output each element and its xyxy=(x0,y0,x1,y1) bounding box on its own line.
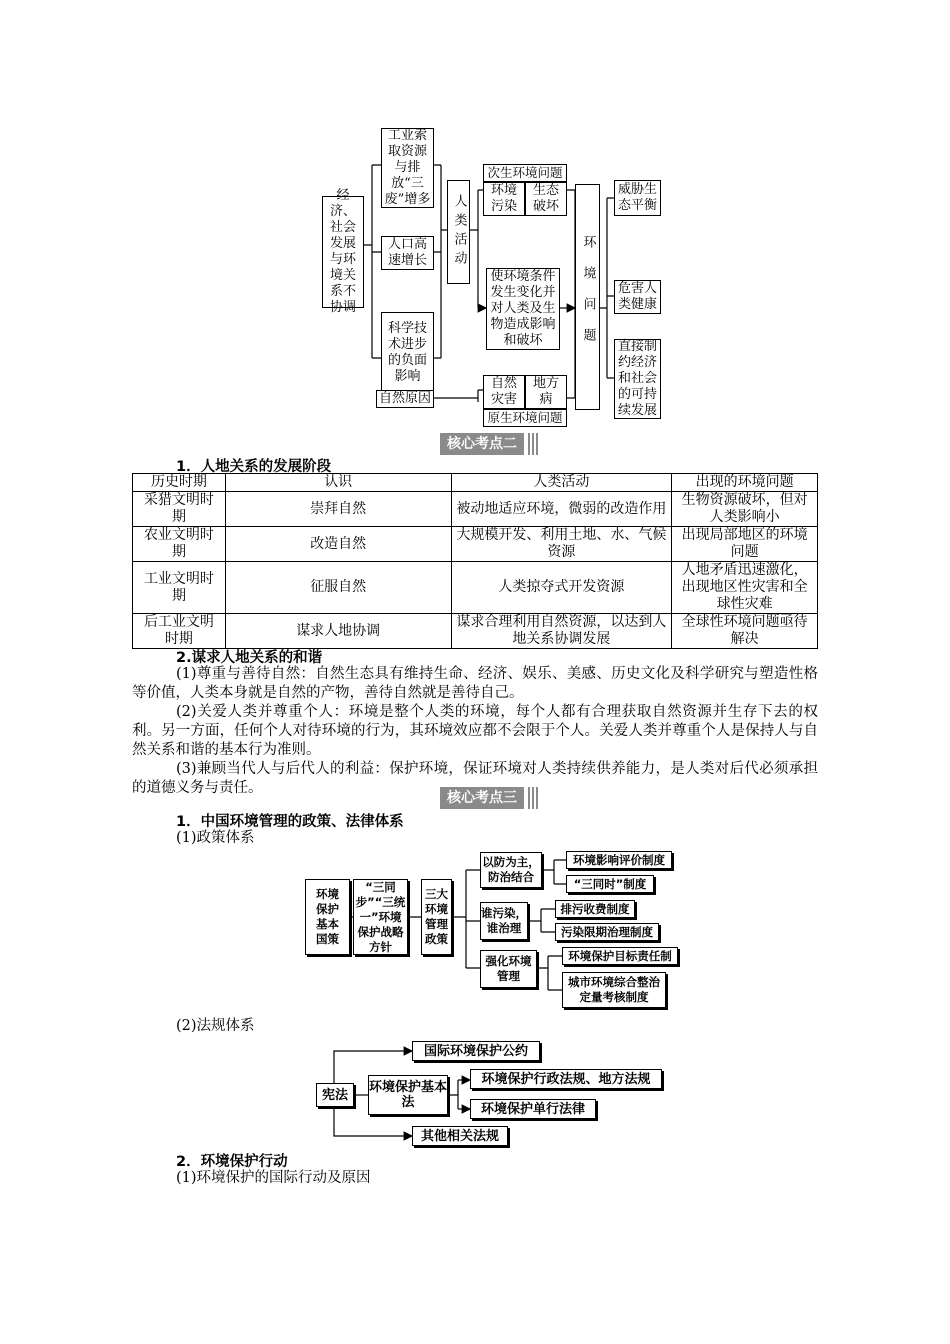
core-point-three-banner: 核心考点三 xyxy=(440,787,524,809)
administrative-regulation-box: 环境保护行政法规、地方法规 xyxy=(470,1069,662,1089)
table-cell: 谋求人地协调 xyxy=(225,614,451,649)
table-header: 出现的环境问题 xyxy=(672,474,818,492)
table-cell: 征服自然 xyxy=(225,562,451,614)
table-row xyxy=(133,614,818,649)
paragraph-care-humanity: (2)关爱人类并尊重个人：环境是整个人类的环境，每个人都有合理获取自然资源并生存下去的权利。另一方面，任何个人对待环境的行为，其环境效应都不会限于个人。关爱人类并尊重个人是保持人与自然关系和谐的基本行为准则。 xyxy=(132,704,818,758)
cause-industry-box: 工业索取资源与排放“三废”增多 xyxy=(381,128,434,208)
urban-assessment-box: 城市环境综合整治定量考核制度 xyxy=(562,972,666,1008)
core-point-two-banner: 核心考点二 xyxy=(440,433,524,455)
three-policies-box: 三大环境管理政策 xyxy=(421,879,452,955)
cause-root-box: 经济、社会发展与环境关系不协调 xyxy=(322,196,364,308)
international-convention-box: 国际环境保护公约 xyxy=(412,1041,540,1061)
table-cell: 崇拜自然 xyxy=(225,492,451,527)
table-cell: 谋求合理利用自然资源，以达到人地关系协调发展 xyxy=(451,614,672,649)
three-simultaneous-box: “三同时”制度 xyxy=(566,875,654,893)
effect-ecology-box: 威胁生态平衡 xyxy=(614,180,661,216)
secondary-title-box: 次生环境问题 xyxy=(483,164,567,182)
secondary-pollution-box: 环境污染 xyxy=(483,182,525,216)
table-cell: 后工业文明时期 xyxy=(133,614,226,649)
table-cell: 人类掠夺式开发资源 xyxy=(451,562,672,614)
paragraph-respect-nature: (1)尊重与善待自然：自然生态具有维持生命、经济、娱乐、美感、历史文化及科学研究与塑造性格等价值，人类本身就是自然的产物，善待自然就是善待自己。 xyxy=(132,666,818,701)
effect-economy-box: 直接制约经济和社会的可持续发展 xyxy=(614,339,661,419)
section1-title: 1．人地关系的发展阶段 xyxy=(176,459,332,475)
table-cell: 被动地适应环境，微弱的改造作用 xyxy=(451,492,672,527)
table-header: 历史时期 xyxy=(133,474,226,492)
cause-population-box: 人口高速增长 xyxy=(381,236,434,270)
strategy-box: “三同步”“三统一”环境保护战略方针 xyxy=(353,879,408,955)
section2-title: 2.谋求人地关系的和谐 xyxy=(176,650,323,666)
table-cell: 采猎文明时期 xyxy=(133,492,226,527)
constitution-box: 宪法 xyxy=(316,1083,354,1107)
primary-title-box: 原生环境问题 xyxy=(483,409,567,427)
table-row xyxy=(133,527,818,562)
basic-policy-box: 环境保护基本国策 xyxy=(305,879,350,955)
strengthen-management-box: 强化环境管理 xyxy=(480,950,537,988)
table-cell: 农业文明时期 xyxy=(133,527,226,562)
paragraph-future-generations: (3)兼顾当代人与后代人的利益：保护环境，保证环境对人类持续供养能力，是人类对后代必须承担的道德义务与责任。 xyxy=(132,761,818,796)
table-header: 认识 xyxy=(225,474,451,492)
table-cell: 大规模开发、利用土地、水、气候资源 xyxy=(451,527,672,562)
policy-system-label: (1)政策体系 xyxy=(176,830,255,846)
table-cell: 生物资源破坏，但对人类影响小 xyxy=(672,492,818,527)
law-system-label: (2)法规体系 xyxy=(176,1018,255,1034)
environment-change-box: 使环境条件发生变化并对人类及生物造成影响和破坏 xyxy=(486,268,560,350)
human-land-table xyxy=(132,473,818,649)
table-header: 人类活动 xyxy=(451,474,672,492)
international-action-label: (1)环境保护的国际行动及原因 xyxy=(176,1170,371,1186)
table-row xyxy=(133,492,818,527)
table-row xyxy=(133,562,818,614)
primary-disaster-box: 自然灾害 xyxy=(483,375,525,409)
polluter-pays-box: 谁污染，谁治理 xyxy=(480,902,528,940)
deadline-treatment-box: 污染限期治理制度 xyxy=(555,923,659,941)
table-cell: 出现局部地区的环境问题 xyxy=(672,527,818,562)
table-header-row xyxy=(133,474,818,492)
section3-title: 1．中国环境管理的政策、法律体系 xyxy=(176,814,404,830)
other-regulation-box: 其他相关法规 xyxy=(412,1126,508,1146)
environment-problem-box: 环境问题 xyxy=(575,184,600,410)
human-activity-box: 人类活动 xyxy=(447,180,470,284)
secondary-damage-box: 生态破坏 xyxy=(525,182,567,216)
prevention-box: 以防为主，防治结合 xyxy=(480,852,542,888)
single-law-box: 环境保护单行法律 xyxy=(470,1099,596,1119)
table-cell: 工业文明时期 xyxy=(133,562,226,614)
effect-health-box: 危害人类健康 xyxy=(614,280,661,314)
target-responsibility-box: 环境保护目标责任制 xyxy=(562,947,678,965)
table-cell: 改造自然 xyxy=(225,527,451,562)
natural-cause-box: 自然原因 xyxy=(376,390,434,408)
primary-disease-box: 地方病 xyxy=(525,375,567,409)
discharge-fee-box: 排污收费制度 xyxy=(555,900,635,918)
table-cell: 人地矛盾迅速激化，出现地区性灾害和全球性灾难 xyxy=(672,562,818,614)
section3-subtitle: 2．环境保护行动 xyxy=(176,1154,288,1170)
basic-law-box: 环境保护基本法 xyxy=(368,1075,448,1115)
cause-technology-box: 科学技术进步的负面影响 xyxy=(381,312,434,394)
eia-system-box: 环境影响评价制度 xyxy=(566,851,672,869)
table-cell: 全球性环境问题亟待解决 xyxy=(672,614,818,649)
